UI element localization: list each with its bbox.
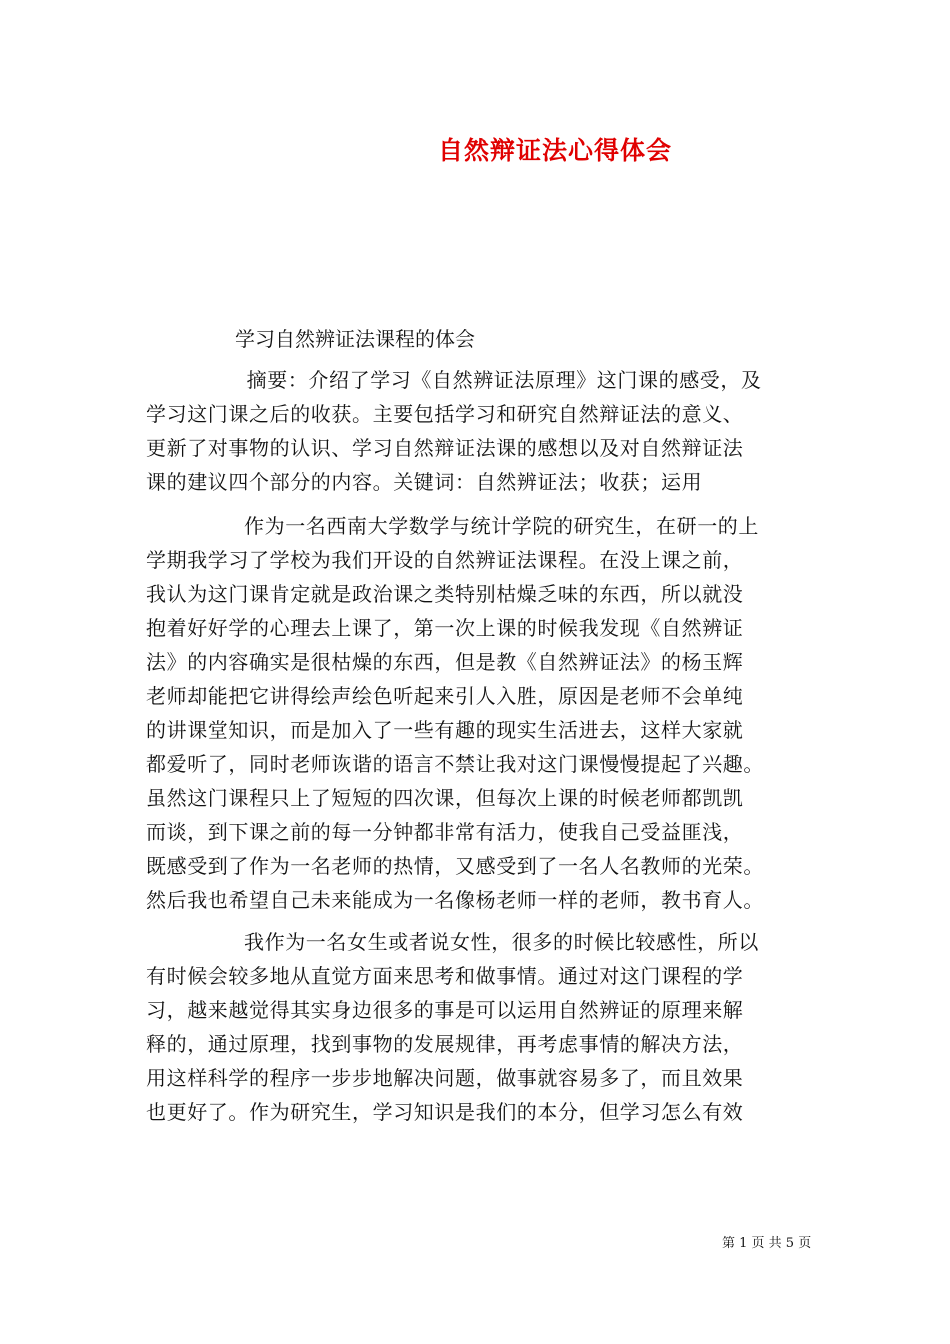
text-line: 的讲课堂知识，而是加入了一些有趣的现实生活进去，这样大家就 — [146, 718, 744, 742]
text-line: 既感受到了作为一名老师的热情，又感受到了一名人名教师的光荣。 — [146, 854, 764, 878]
text-line: 我认为这门课肯定就是政治课之类特别枯燥乏味的东西，所以就没 — [146, 582, 744, 606]
text-line: 有时候会较多地从直觉方面来思考和做事情。通过对这门课程的学 — [146, 964, 744, 988]
section-subtitle: 学习自然辨证法课程的体会 — [235, 327, 475, 351]
text-line: 学期我学习了学校为我们开设的自然辨证法课程。在没上课之前， — [146, 548, 744, 572]
text-line: 作为一名西南大学数学与统计学院的研究生，在研一的上 — [244, 514, 759, 538]
text-line: 用这样科学的程序一步步地解决问题，做事就容易多了，而且效果 — [146, 1066, 744, 1090]
text-line: 我作为一名女生或者说女性，很多的时候比较感性，所以 — [244, 930, 759, 954]
text-line: 更新了对事物的认识、学习自然辩证法课的感想以及对自然辩证法 — [146, 436, 744, 460]
text-line: 老师却能把它讲得绘声绘色听起来引人入胜，原因是老师不会单纯 — [146, 684, 744, 708]
text-line: 然后我也希望自己未来能成为一名像杨老师一样的老师，教书育人。 — [146, 888, 764, 912]
document-title: 自然辩证法心得体会 — [437, 136, 672, 165]
text-line: 法》的内容确实是很枯燥的东西，但是教《自然辨证法》的杨玉辉 — [146, 650, 744, 674]
text-line: 虽然这门课程只上了短短的四次课，但每次上课的时候老师都凯凯 — [146, 786, 744, 810]
text-line: 而谈，到下课之前的每一分钟都非常有活力，使我自己受益匪浅， — [146, 820, 744, 844]
page-footer: 第 1 页 共 5 页 — [722, 1236, 812, 1251]
text-line: 课的建议四个部分的内容。关键词：自然辨证法；收获；运用 — [146, 470, 703, 494]
text-line: 抱着好好学的心理去上课了，第一次上课的时候我发现《自然辨证 — [146, 616, 744, 640]
text-line: 习，越来越觉得其实身边很多的事是可以运用自然辨证的原理来解 — [146, 998, 744, 1022]
text-line: 都爱听了，同时老师诙谐的语言不禁让我对这门课慢慢提起了兴趣。 — [146, 752, 764, 776]
text-line: 摘要：介绍了学习《自然辨证法原理》这门课的感受，及 — [226, 368, 762, 392]
text-line: 释的，通过原理，找到事物的发展规律，再考虑事情的解决方法， — [146, 1032, 744, 1056]
text-line: 学习这门课之后的收获。主要包括学习和研究自然辩证法的意义、 — [146, 402, 744, 426]
text-line: 也更好了。作为研究生，学习知识是我们的本分，但学习怎么有效 — [146, 1100, 744, 1124]
